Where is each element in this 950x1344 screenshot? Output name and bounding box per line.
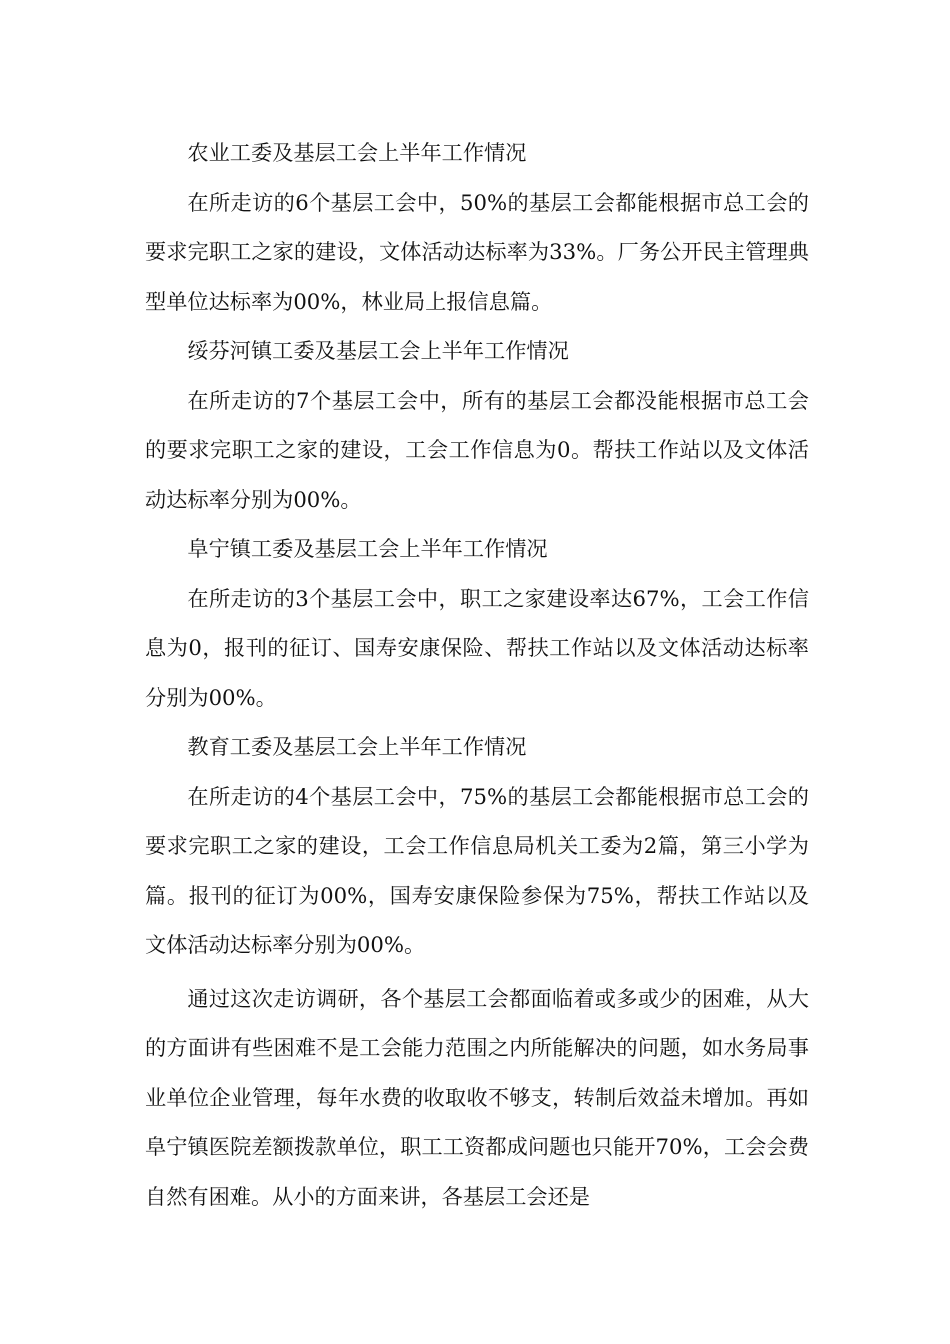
section-heading-education: 教育工委及基层工会上半年工作情况 [187,734,527,759]
section-body-suifenhe: 在所走访的7个基层工会中，所有的基层工会都没能根据市总工会的要求完职工之家的建设，工会工作信息为0。帮扶工作站以及文体活动达标率分别为00%。 [145,387,809,512]
section-body-agriculture: 在所走访的6个基层工会中，50%的基层工会都能根据市总工会的要求完职工之家的建设，文体活动达标率为33%。厂务公开民主管理典型单位达标率为00%，林业局上报信息篇。 [145,189,809,314]
section-heading-agriculture: 农业工委及基层工会上半年工作情况 [187,140,527,165]
closing-paragraph: 通过这次走访调研，各个基层工会都面临着或多或少的困难，从大的方面讲有些困难不是工会能力范围之内所能解决的问题，如水务局事业单位企业管理，每年水费的收取收不够支，转制后效益未增加。再如阜宁镇医院差额拨款单位，职工工资都成问题也只能开70%，工会会费自然有困难。从小的方面来讲，各基层工会还是 [145,985,809,1209]
section-heading-funing: 阜宁镇工委及基层工会上半年工作情况 [187,536,548,561]
document-page [145,128,809,1221]
section-body-funing: 在所走访的3个基层工会中，职工之家建设率达67%，工会工作信息为0，报刊的征订、国寿安康保险、帮扶工作站以及文体活动达标率分别为00%。 [145,585,809,710]
section-heading-suifenhe: 绥芬河镇工委及基层工会上半年工作情况 [187,338,569,363]
section-body-education: 在所走访的4个基层工会中，75%的基层工会都能根据市总工会的要求完职工之家的建设，工会工作信息局机关工委为2篇，第三小学为篇。报刊的征订为00%，国寿安康保险参保为75%，帮扶工作站以及文体活动达标率分别为00%。 [145,783,809,957]
